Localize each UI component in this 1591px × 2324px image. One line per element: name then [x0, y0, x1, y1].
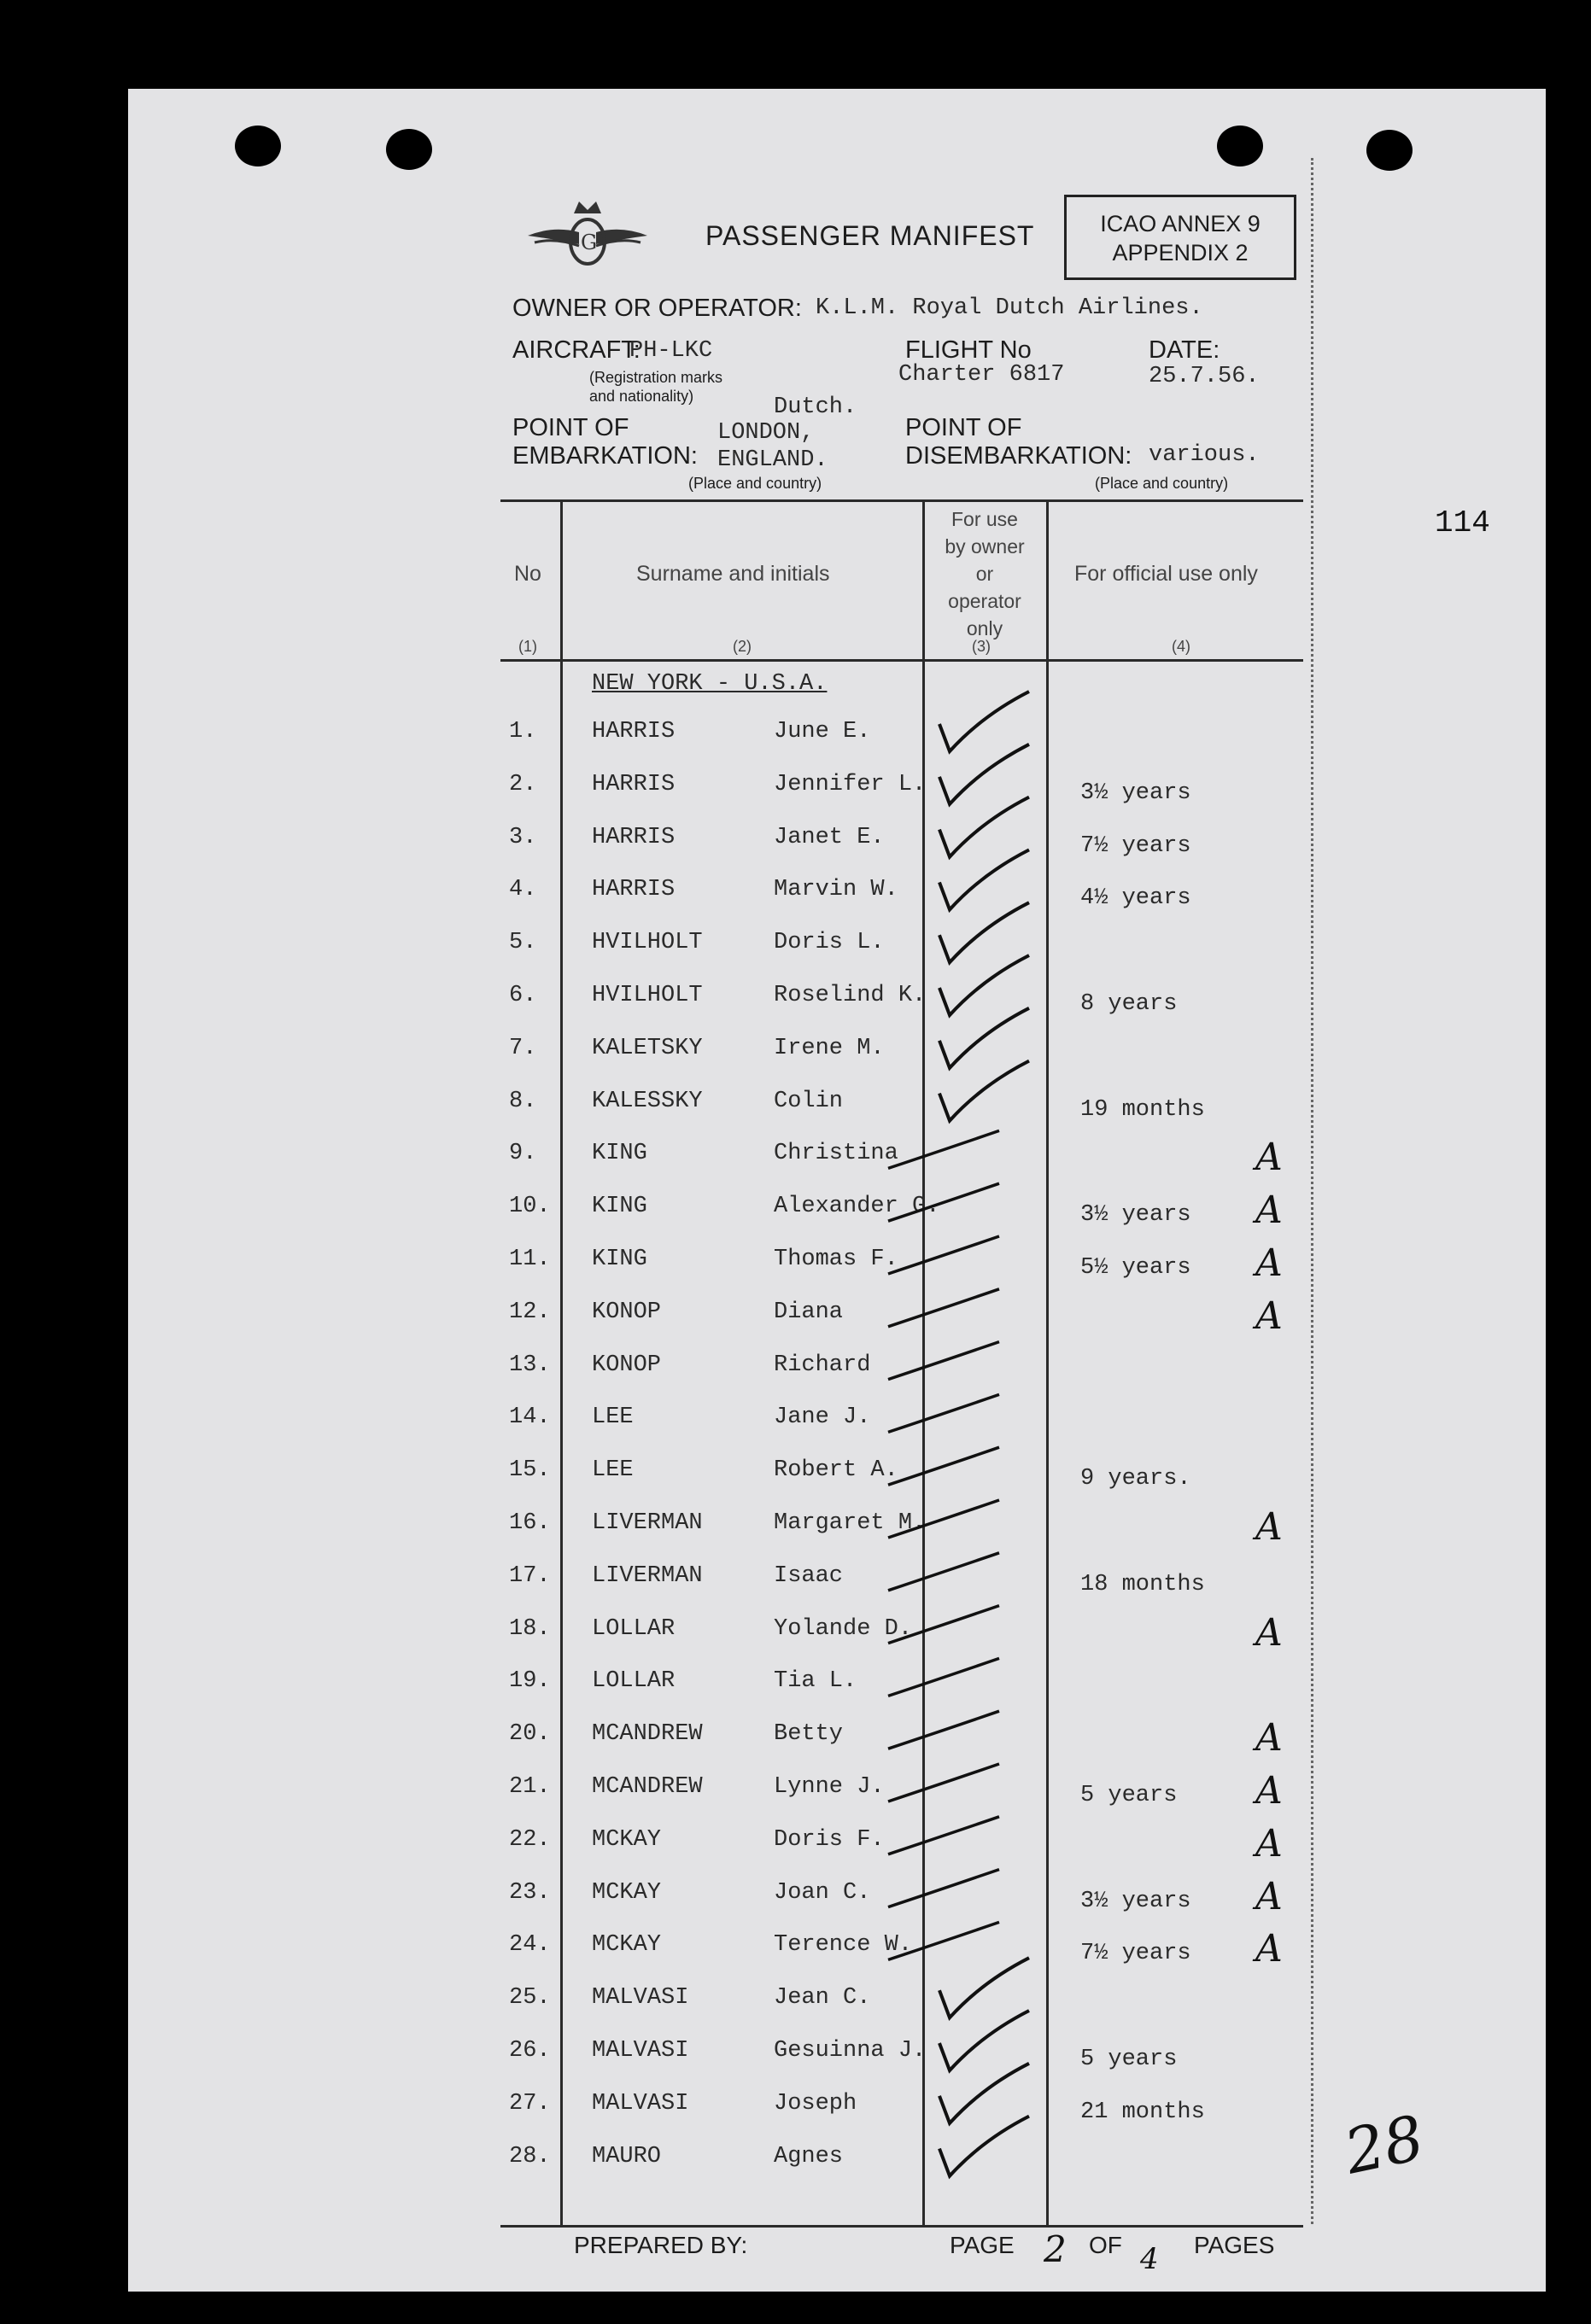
tick-stroke-icon — [888, 1236, 999, 1274]
passenger-surname: MALVASI — [592, 1985, 689, 2012]
flight-value: Charter 6817 — [898, 362, 1065, 388]
passenger-number: 6. — [509, 983, 537, 1008]
date-label: DATE: — [1149, 336, 1220, 364]
passenger-surname: LOLLAR — [592, 1668, 676, 1695]
passenger-number: 12. — [509, 1299, 551, 1325]
disembarkation-value: various. — [1149, 442, 1260, 468]
passenger-number: 21. — [509, 1774, 551, 1800]
passenger-number: 8. — [509, 1088, 537, 1114]
check-mark-icon — [939, 2117, 1029, 2176]
embarkation-value: LONDON, — [717, 420, 815, 446]
passenger-number: 16. — [509, 1510, 551, 1536]
passenger-initials: Diana — [774, 1299, 844, 1325]
page-number: 114 — [1435, 505, 1490, 540]
tick-stroke-icon — [888, 1500, 999, 1538]
passenger-number: 27. — [509, 2090, 551, 2117]
svg-text:G: G — [581, 231, 598, 254]
page-label: PAGE — [950, 2232, 1015, 2258]
column-header-official: For official use only — [1074, 562, 1258, 586]
tick-stroke-icon — [888, 1130, 999, 1168]
tick-stroke-icon — [888, 1922, 999, 1959]
passenger-age: 3½ years — [1080, 1888, 1191, 1914]
passenger-initials: Roselind K. — [774, 983, 927, 1008]
column-header-no: No — [514, 562, 541, 586]
tick-stroke-icon — [888, 1764, 999, 1801]
aircraft-note: (Registration marks — [589, 369, 723, 386]
passenger-surname: KONOP — [592, 1352, 662, 1378]
passenger-number: 22. — [509, 1826, 551, 1853]
official-mark: A — [1255, 1716, 1283, 1761]
tick-stroke-icon — [888, 1289, 999, 1327]
check-mark-icon — [939, 850, 1029, 909]
passenger-initials: Tia L. — [774, 1668, 857, 1695]
passenger-surname: HARRIS — [592, 719, 676, 744]
aircraft-label: AIRCRAFT: — [512, 336, 640, 364]
passenger-number: 24. — [509, 1932, 551, 1959]
official-mark: A — [1255, 1505, 1283, 1549]
passenger-number: 20. — [509, 1721, 551, 1748]
passenger-number: 15. — [509, 1457, 551, 1484]
passenger-number: 13. — [509, 1352, 551, 1378]
official-mark: A — [1255, 1610, 1283, 1655]
passenger-initials: Yolande D. — [774, 1615, 913, 1642]
column-index: (3) — [972, 638, 991, 655]
column-index: (1) — [518, 638, 537, 655]
passenger-initials: Joan C. — [774, 1879, 871, 1906]
passenger-age: 5 years — [1080, 2047, 1178, 2072]
passenger-surname: KING — [592, 1194, 647, 1220]
passenger-surname: MCKAY — [592, 1932, 662, 1959]
passenger-surname: LIVERMAN — [592, 1510, 703, 1536]
header-line: For use — [951, 508, 1018, 530]
passenger-surname: KALESSKY — [592, 1088, 703, 1114]
pages-label: PAGES — [1194, 2232, 1275, 2258]
date-value: 25.7.56. — [1149, 364, 1260, 389]
passenger-age: 8 years — [1080, 991, 1178, 1017]
passenger-initials: Thomas F. — [774, 1247, 898, 1272]
passenger-surname: LEE — [592, 1457, 634, 1484]
passenger-number: 17. — [509, 1562, 551, 1589]
passenger-initials: Joseph — [774, 2090, 857, 2117]
tick-stroke-icon — [888, 1342, 999, 1380]
passenger-surname: KALETSKY — [592, 1035, 703, 1061]
passenger-number: 1. — [509, 719, 537, 744]
passenger-surname: MAURO — [592, 2143, 662, 2169]
embarkation-note: (Place and country) — [688, 475, 822, 492]
check-mark-icon — [939, 2011, 1029, 2070]
header-line: by owner — [945, 535, 1025, 558]
tally-number: 28 — [1338, 2101, 1430, 2188]
embarkation-value: ENGLAND. — [717, 447, 828, 473]
passenger-number: 28. — [509, 2143, 551, 2169]
check-mark-icon — [939, 1008, 1029, 1068]
passenger-number: 11. — [509, 1247, 551, 1272]
passenger-initials: Agnes — [774, 2143, 844, 2169]
passenger-number: 4. — [509, 877, 537, 903]
passenger-initials: Doris L. — [774, 930, 885, 956]
passenger-surname: LEE — [592, 1404, 634, 1431]
passenger-age: 18 months — [1080, 1571, 1205, 1597]
passenger-initials: Robert A. — [774, 1457, 898, 1484]
passenger-number: 10. — [509, 1194, 551, 1220]
icao-appendix: APPENDIX 2 — [1112, 240, 1249, 266]
tick-stroke-icon — [888, 1658, 999, 1696]
passenger-number: 26. — [509, 2038, 551, 2064]
disembarkation-note: (Place and country) — [1095, 475, 1229, 492]
check-mark-icon — [939, 2064, 1029, 2123]
check-mark-icon — [939, 902, 1029, 962]
passenger-surname: KING — [592, 1247, 647, 1272]
passenger-initials: Margaret M. — [774, 1510, 927, 1536]
passenger-initials: Betty — [774, 1721, 844, 1748]
passenger-age: 7½ years — [1080, 832, 1191, 859]
passenger-surname: MCANDREW — [592, 1721, 703, 1748]
passenger-number: 19. — [509, 1668, 551, 1695]
passenger-initials: Alexander G. — [774, 1194, 940, 1220]
passenger-surname: HARRIS — [592, 771, 676, 797]
passenger-initials: Lynne J. — [774, 1774, 885, 1800]
check-mark-icon — [939, 692, 1029, 751]
passenger-surname: MCKAY — [592, 1879, 662, 1906]
tick-stroke-icon — [888, 1447, 999, 1485]
passenger-age: 5½ years — [1080, 1255, 1191, 1281]
passenger-number: 2. — [509, 771, 537, 797]
passenger-number: 5. — [509, 930, 537, 956]
official-mark: A — [1255, 1821, 1283, 1866]
official-mark: A — [1255, 1874, 1283, 1918]
passenger-initials: Colin — [774, 1088, 844, 1114]
official-mark: A — [1255, 1293, 1283, 1338]
column-index: (2) — [733, 638, 752, 655]
passenger-surname: MALVASI — [592, 2038, 689, 2064]
of-label: OF — [1089, 2232, 1122, 2258]
prepared-by-label: PREPARED BY: — [574, 2232, 748, 2258]
page-total: 4 — [1140, 2242, 1159, 2276]
tick-stroke-icon — [888, 1606, 999, 1644]
header-line: only — [966, 617, 1003, 639]
icao-annex: ICAO ANNEX 9 — [1100, 211, 1261, 236]
passenger-age: 3½ years — [1080, 1202, 1191, 1229]
passenger-initials: Jane J. — [774, 1404, 871, 1431]
passenger-number: 14. — [509, 1404, 551, 1431]
passenger-surname: HVILHOLT — [592, 930, 703, 956]
official-mark: A — [1255, 1241, 1283, 1285]
tick-stroke-icon — [888, 1183, 999, 1221]
passenger-surname: MCANDREW — [592, 1774, 703, 1800]
passenger-initials: Richard — [774, 1352, 871, 1378]
owner-value: K.L.M. Royal Dutch Airlines. — [816, 295, 1203, 321]
tick-stroke-icon — [888, 1553, 999, 1591]
passenger-surname: LOLLAR — [592, 1615, 676, 1642]
official-mark: A — [1255, 1136, 1283, 1180]
passenger-surname: KING — [592, 1141, 647, 1167]
passenger-initials: Doris F. — [774, 1826, 885, 1853]
disembarkation-label: POINT OF — [905, 414, 1022, 441]
passenger-initials: Jennifer L. — [774, 771, 927, 797]
passenger-initials: Gesuinna J. — [774, 2038, 927, 2064]
check-mark-icon — [939, 955, 1029, 1015]
passenger-surname: HVILHOLT — [592, 983, 703, 1008]
passenger-initials: Janet E. — [774, 824, 885, 850]
check-mark-icon — [939, 744, 1029, 804]
page-current: 2 — [1044, 2228, 1067, 2270]
passenger-age: 21 months — [1080, 2099, 1205, 2125]
passenger-initials: Christina — [774, 1141, 898, 1167]
passenger-number: 9. — [509, 1141, 537, 1167]
passenger-number: 7. — [509, 1035, 537, 1061]
column-index: (4) — [1172, 638, 1190, 655]
passenger-surname: HARRIS — [592, 824, 676, 850]
passenger-initials: Jean C. — [774, 1985, 871, 2012]
tick-stroke-icon — [888, 1711, 999, 1749]
destination-heading: NEW YORK - U.S.A. — [592, 671, 828, 697]
tick-stroke-icon — [888, 1817, 999, 1854]
embarkation-label: EMBARKATION: — [512, 442, 698, 470]
flight-label: FLIGHT No — [905, 336, 1032, 364]
passenger-surname: MCKAY — [592, 1826, 662, 1853]
passenger-surname: HARRIS — [592, 877, 676, 903]
owner-label: OWNER OR OPERATOR: — [512, 295, 802, 322]
passenger-surname: MALVASI — [592, 2090, 689, 2117]
passenger-age: 19 months — [1080, 1096, 1205, 1123]
tick-stroke-icon — [888, 1870, 999, 1907]
passenger-number: 25. — [509, 1985, 551, 2012]
passenger-age: 3½ years — [1080, 780, 1191, 806]
official-mark: A — [1255, 1927, 1283, 1971]
passenger-number: 23. — [509, 1879, 551, 1906]
passenger-initials: Terence W. — [774, 1932, 913, 1959]
passenger-age: 4½ years — [1080, 885, 1191, 912]
official-mark: A — [1255, 1188, 1283, 1233]
embarkation-label: POINT OF — [512, 414, 629, 441]
passenger-age: 7½ years — [1080, 1941, 1191, 1967]
check-mark-icon — [939, 1958, 1029, 2017]
passenger-surname: KONOP — [592, 1299, 662, 1325]
passenger-initials: Marvin W. — [774, 877, 898, 903]
header-line: or — [975, 563, 994, 585]
official-mark: A — [1255, 1769, 1283, 1813]
column-header-name: Surname and initials — [636, 562, 830, 586]
aircraft-value: PH-LKC — [629, 338, 713, 364]
passenger-number: 18. — [509, 1615, 551, 1642]
passenger-number: 3. — [509, 824, 537, 850]
passenger-surname: LIVERMAN — [592, 1562, 703, 1589]
check-mark-icon — [939, 1061, 1029, 1121]
manifest-title: PASSENGER MANIFEST — [705, 220, 1035, 251]
header-line: operator — [948, 590, 1021, 612]
disembarkation-label: DISEMBARKATION: — [905, 442, 1132, 470]
passenger-age: 5 years — [1080, 1783, 1178, 1808]
aircraft-nationality: Dutch. — [774, 394, 857, 420]
passenger-age: 9 years. — [1080, 1466, 1191, 1492]
passenger-initials: Isaac — [774, 1562, 844, 1589]
tick-stroke-icon — [888, 1394, 999, 1432]
aircraft-note: and nationality) — [589, 388, 694, 405]
check-mark-icon — [939, 797, 1029, 857]
passenger-initials: Irene M. — [774, 1035, 885, 1061]
passenger-initials: June E. — [774, 719, 871, 744]
